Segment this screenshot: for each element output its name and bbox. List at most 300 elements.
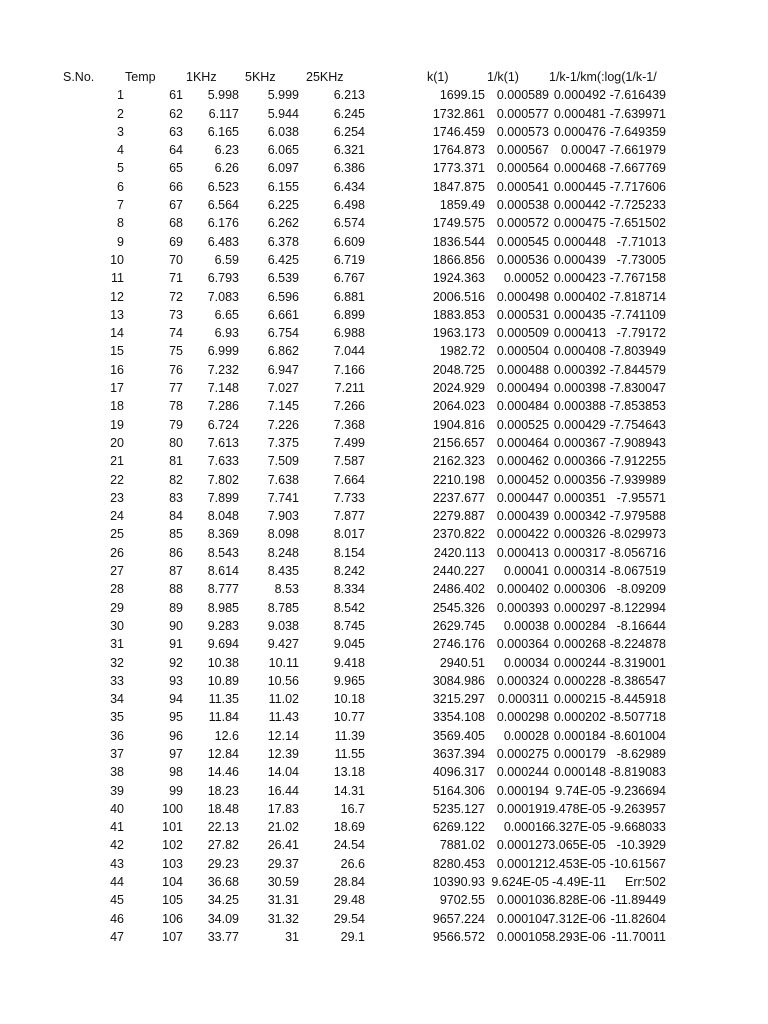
sno-cell[interactable]: 21 [110,454,124,469]
khz5-cell[interactable]: 9.427 [267,637,299,652]
temp-cell[interactable]: 66 [169,179,183,194]
sno-cell[interactable]: 37 [110,746,124,761]
khz1-cell[interactable]: 10.89 [207,673,239,688]
header-inverse-k[interactable]: 1/k(1) [487,70,519,84]
inverse-k-cell[interactable]: 0.000439 [496,509,549,524]
sno-cell[interactable]: 10 [110,252,124,267]
sno-cell[interactable]: 36 [110,728,124,743]
khz5-cell[interactable]: 6.596 [267,289,299,304]
khz25-cell[interactable]: 7.587 [333,454,365,469]
temp-cell[interactable]: 81 [169,454,183,469]
khz25-cell[interactable]: 6.574 [333,216,365,231]
khz25-cell[interactable]: 8.334 [333,582,365,597]
inverse-k-cell[interactable]: 0.000447 [496,490,549,505]
inverse-k-cell[interactable]: 0.000121 [496,856,549,871]
temp-cell[interactable]: 102 [162,838,183,853]
sno-cell[interactable]: 6 [117,179,124,194]
sno-cell[interactable]: 18 [110,399,124,414]
log-cell[interactable]: -9.263957 [609,801,666,816]
log-cell[interactable]: -7.649359 [609,124,666,139]
khz5-cell[interactable]: 8.785 [267,600,299,615]
temp-cell[interactable]: 69 [169,234,183,249]
khz1-cell[interactable]: 18.48 [207,801,239,816]
k-cell[interactable]: 2024.929 [432,381,485,396]
sno-cell[interactable]: 13 [110,307,124,322]
temp-cell[interactable]: 94 [169,692,183,707]
sno-cell[interactable]: 7 [117,198,124,213]
inverse-diff-cell[interactable]: 0.000306 [553,582,606,597]
inverse-k-cell[interactable]: 0.000484 [496,399,549,414]
log-cell[interactable]: -8.601004 [609,728,666,743]
khz25-cell[interactable]: 13.18 [333,765,365,780]
sno-cell[interactable]: 4 [117,143,124,158]
inverse-diff-cell[interactable]: 0.000388 [553,399,606,414]
k-cell[interactable]: 1883.853 [432,307,485,322]
k-cell[interactable]: 2156.657 [432,435,485,450]
khz25-cell[interactable]: 7.211 [334,381,365,396]
inverse-k-cell[interactable]: 0.000536 [496,252,549,267]
sno-cell[interactable]: 1 [117,88,124,103]
temp-cell[interactable]: 75 [169,344,183,359]
k-cell[interactable]: 3354.108 [432,710,485,725]
khz25-cell[interactable]: 6.254 [333,124,365,139]
log-cell[interactable]: -7.939989 [609,472,666,487]
k-cell[interactable]: 2746.176 [432,637,485,652]
inverse-diff-cell[interactable]: 2.453E-05 [548,856,606,871]
sno-cell[interactable]: 3 [117,124,124,139]
k-cell[interactable]: 2940.51 [439,655,485,670]
log-cell[interactable]: -8.386547 [609,673,666,688]
inverse-k-cell[interactable]: 0.000324 [496,673,549,688]
khz25-cell[interactable]: 11.39 [334,728,365,743]
khz5-cell[interactable]: 16.44 [267,783,299,798]
khz1-cell[interactable]: 6.26 [214,161,239,176]
log-cell[interactable]: -8.122994 [609,600,666,615]
khz5-cell[interactable]: 12.39 [267,746,299,761]
khz5-cell[interactable]: 8.098 [267,527,299,542]
khz25-cell[interactable]: 18.69 [333,820,365,835]
khz25-cell[interactable]: 7.733 [333,490,365,505]
khz5-cell[interactable]: 9.038 [267,618,299,633]
sno-cell[interactable]: 9 [117,234,124,249]
khz5-cell[interactable]: 8.53 [274,582,299,597]
khz1-cell[interactable]: 7.802 [207,472,239,487]
khz1-cell[interactable]: 9.283 [207,618,239,633]
khz1-cell[interactable]: 6.176 [207,216,239,231]
inverse-k-cell[interactable]: 0.000194 [496,783,549,798]
inverse-diff-cell[interactable]: 0.000314 [553,564,606,579]
inverse-k-cell[interactable]: 0.000531 [496,307,549,322]
inverse-k-cell[interactable]: 0.000103 [496,893,549,908]
log-cell[interactable]: -9.668033 [609,820,666,835]
log-cell[interactable]: -8.029973 [609,527,666,542]
k-cell[interactable]: 5164.306 [432,783,485,798]
sno-cell[interactable]: 26 [110,545,124,560]
khz25-cell[interactable]: 6.245 [333,106,365,121]
k-cell[interactable]: 1904.816 [432,417,485,432]
log-cell[interactable]: -7.803949 [609,344,666,359]
temp-cell[interactable]: 106 [162,911,183,926]
inverse-diff-cell[interactable]: 0.000492 [553,88,606,103]
inverse-diff-cell[interactable]: 0.000408 [553,344,606,359]
inverse-k-cell[interactable]: 0.00052 [503,271,549,286]
header-k1[interactable]: k(1) [427,70,449,84]
inverse-k-cell[interactable]: 0.00041 [503,564,549,579]
sno-cell[interactable]: 34 [110,692,124,707]
khz5-cell[interactable]: 8.248 [267,545,299,560]
k-cell[interactable]: 2162.323 [432,454,485,469]
khz1-cell[interactable]: 7.899 [207,490,239,505]
khz5-cell[interactable]: 10.56 [267,673,299,688]
temp-cell[interactable]: 96 [169,728,183,743]
khz5-cell[interactable]: 7.903 [267,509,299,524]
inverse-k-cell[interactable]: 0.000541 [496,179,549,194]
temp-cell[interactable]: 83 [169,490,183,505]
khz25-cell[interactable]: 16.7 [340,801,365,816]
k-cell[interactable]: 2545.326 [432,600,485,615]
khz25-cell[interactable]: 7.664 [333,472,365,487]
khz1-cell[interactable]: 5.998 [207,88,239,103]
khz25-cell[interactable]: 9.418 [333,655,365,670]
inverse-diff-cell[interactable]: 9.478E-05 [548,801,606,816]
sno-cell[interactable]: 41 [110,820,124,835]
k-cell[interactable]: 3084.986 [432,673,485,688]
khz25-cell[interactable]: 6.899 [333,307,365,322]
khz1-cell[interactable]: 22.13 [207,820,239,835]
inverse-k-cell[interactable]: 0.000525 [496,417,549,432]
temp-cell[interactable]: 100 [162,801,183,816]
khz25-cell[interactable]: 7.166 [333,362,365,377]
k-cell[interactable]: 9657.224 [432,911,485,926]
temp-cell[interactable]: 62 [169,106,183,121]
khz25-cell[interactable]: 6.434 [333,179,365,194]
temp-cell[interactable]: 70 [169,252,183,267]
temp-cell[interactable]: 78 [169,399,183,414]
sno-cell[interactable]: 31 [110,637,124,652]
inverse-k-cell[interactable]: 0.00028 [503,728,549,743]
khz25-cell[interactable]: 14.31 [333,783,365,798]
sno-cell[interactable]: 27 [110,564,124,579]
k-cell[interactable]: 1749.575 [432,216,485,231]
khz5-cell[interactable]: 17.83 [267,801,299,816]
inverse-k-cell[interactable]: 9.624E-05 [491,875,549,890]
khz5-cell[interactable]: 7.375 [267,435,299,450]
k-cell[interactable]: 2064.023 [432,399,485,414]
temp-cell[interactable]: 104 [162,875,183,890]
khz1-cell[interactable]: 7.613 [207,435,239,450]
khz25-cell[interactable]: 7.368 [333,417,365,432]
khz1-cell[interactable]: 18.23 [207,783,239,798]
khz1-cell[interactable]: 12.84 [207,746,239,761]
inverse-diff-cell[interactable]: 0.000184 [553,728,606,743]
k-cell[interactable]: 2210.198 [432,472,485,487]
sno-cell[interactable]: 39 [110,783,124,798]
sno-cell[interactable]: 43 [110,856,124,871]
inverse-k-cell[interactable]: 0.000573 [496,124,549,139]
inverse-k-cell[interactable]: 0.000422 [496,527,549,542]
inverse-diff-cell[interactable]: -4.49E-11 [552,875,606,890]
temp-cell[interactable]: 90 [169,618,183,633]
k-cell[interactable]: 3215.297 [432,692,485,707]
inverse-diff-cell[interactable]: 6.828E-06 [548,893,606,908]
temp-cell[interactable]: 76 [169,362,183,377]
log-cell[interactable]: -7.830047 [609,381,666,396]
inverse-diff-cell[interactable]: 0.000351 [553,490,606,505]
header-temp[interactable]: Temp [125,70,156,84]
khz1-cell[interactable]: 8.614 [207,564,239,579]
temp-cell[interactable]: 61 [169,88,183,103]
temp-cell[interactable]: 101 [162,820,183,835]
khz1-cell[interactable]: 7.148 [207,381,239,396]
log-cell[interactable]: -10.61567 [609,856,666,871]
temp-cell[interactable]: 97 [169,746,183,761]
inverse-diff-cell[interactable]: 7.312E-06 [548,911,606,926]
khz5-cell[interactable]: 5.999 [267,88,299,103]
khz25-cell[interactable]: 10.18 [333,692,365,707]
inverse-k-cell[interactable]: 0.000572 [496,216,549,231]
khz5-cell[interactable]: 6.862 [267,344,299,359]
log-cell[interactable]: -7.818714 [609,289,666,304]
khz25-cell[interactable]: 8.017 [333,527,365,542]
khz5-cell[interactable]: 6.155 [267,179,299,194]
khz1-cell[interactable]: 6.93 [214,326,239,341]
khz25-cell[interactable]: 7.044 [333,344,365,359]
log-cell[interactable]: -7.717606 [609,179,666,194]
log-cell[interactable]: -7.908943 [609,435,666,450]
k-cell[interactable]: 9566.572 [432,929,485,944]
khz25-cell[interactable]: 28.84 [333,875,365,890]
temp-cell[interactable]: 74 [169,326,183,341]
log-cell[interactable]: -7.667769 [609,161,666,176]
inverse-k-cell[interactable]: 0.00016 [503,820,549,835]
inverse-k-cell[interactable]: 0.000413 [496,545,549,560]
inverse-k-cell[interactable]: 0.000464 [496,435,549,450]
log-cell[interactable]: -8.056716 [609,545,666,560]
temp-cell[interactable]: 92 [169,655,183,670]
khz1-cell[interactable]: 6.793 [207,271,239,286]
inverse-k-cell[interactable]: 0.000545 [496,234,549,249]
temp-cell[interactable]: 95 [169,710,183,725]
khz5-cell[interactable]: 7.638 [267,472,299,487]
khz5-cell[interactable]: 11.02 [268,692,299,707]
khz25-cell[interactable]: 7.877 [333,509,365,524]
inverse-diff-cell[interactable]: 0.000468 [553,161,606,176]
sno-cell[interactable]: 20 [110,435,124,450]
inverse-k-cell[interactable]: 0.000105 [496,929,549,944]
khz5-cell[interactable]: 7.226 [267,417,299,432]
inverse-diff-cell[interactable]: 0.000367 [553,435,606,450]
khz5-cell[interactable]: 6.262 [267,216,299,231]
inverse-diff-cell[interactable]: 9.74E-05 [555,783,606,798]
k-cell[interactable]: 10390.93 [432,875,485,890]
temp-cell[interactable]: 73 [169,307,183,322]
temp-cell[interactable]: 65 [169,161,183,176]
khz1-cell[interactable]: 10.38 [207,655,239,670]
temp-cell[interactable]: 93 [169,673,183,688]
temp-cell[interactable]: 88 [169,582,183,597]
log-cell[interactable]: -7.754643 [609,417,666,432]
khz5-cell[interactable]: 8.435 [267,564,299,579]
khz5-cell[interactable]: 6.038 [267,124,299,139]
khz5-cell[interactable]: 7.741 [267,490,299,505]
inverse-diff-cell[interactable]: 0.000148 [553,765,606,780]
temp-cell[interactable]: 77 [169,381,183,396]
temp-cell[interactable]: 80 [169,435,183,450]
k-cell[interactable]: 2370.822 [432,527,485,542]
khz5-cell[interactable]: 6.754 [267,326,299,341]
log-cell[interactable]: -7.741109 [610,307,666,322]
inverse-k-cell[interactable]: 0.000311 [497,692,549,707]
sno-cell[interactable]: 32 [110,655,124,670]
k-cell[interactable]: 2048.725 [432,362,485,377]
log-cell[interactable]: -8.09209 [616,582,666,597]
inverse-diff-cell[interactable]: 0.000326 [553,527,606,542]
inverse-diff-cell[interactable]: 0.000317 [553,545,606,560]
khz25-cell[interactable]: 8.542 [333,600,365,615]
k-cell[interactable]: 2237.677 [432,490,485,505]
khz5-cell[interactable]: 6.425 [267,252,299,267]
log-cell[interactable]: -7.95571 [616,490,666,505]
temp-cell[interactable]: 99 [169,783,183,798]
khz1-cell[interactable]: 7.286 [207,399,239,414]
khz1-cell[interactable]: 8.985 [207,600,239,615]
inverse-k-cell[interactable]: 0.000393 [496,600,549,615]
log-cell[interactable]: -8.067519 [609,564,666,579]
temp-cell[interactable]: 107 [162,929,183,944]
k-cell[interactable]: 3569.405 [432,728,485,743]
k-cell[interactable]: 1773.371 [432,161,485,176]
khz25-cell[interactable]: 6.321 [333,143,365,158]
inverse-k-cell[interactable]: 0.000538 [496,198,549,213]
k-cell[interactable]: 2279.887 [432,509,485,524]
sno-cell[interactable]: 23 [110,490,124,505]
header-25khz[interactable]: 25KHz [306,70,344,84]
inverse-k-cell[interactable]: 0.000494 [496,381,549,396]
khz5-cell[interactable]: 14.04 [267,765,299,780]
khz25-cell[interactable]: 10.77 [333,710,365,725]
temp-cell[interactable]: 87 [169,564,183,579]
khz5-cell[interactable]: 31.32 [267,911,299,926]
k-cell[interactable]: 1982.72 [439,344,485,359]
khz5-cell[interactable]: 7.027 [267,381,299,396]
khz1-cell[interactable]: 11.35 [208,692,239,707]
inverse-k-cell[interactable]: 0.00038 [503,618,549,633]
inverse-diff-cell[interactable]: 0.000366 [553,454,606,469]
khz25-cell[interactable]: 7.499 [333,435,365,450]
temp-cell[interactable]: 67 [169,198,183,213]
inverse-diff-cell[interactable]: 0.000284 [553,618,606,633]
khz1-cell[interactable]: 6.65 [214,307,239,322]
khz1-cell[interactable]: 33.77 [207,929,239,944]
inverse-k-cell[interactable]: 0.000567 [496,143,549,158]
khz1-cell[interactable]: 6.59 [214,252,239,267]
temp-cell[interactable]: 72 [169,289,183,304]
khz1-cell[interactable]: 7.083 [207,289,239,304]
khz25-cell[interactable]: 26.6 [340,856,365,871]
khz5-cell[interactable]: 6.378 [267,234,299,249]
log-cell[interactable]: -9.236694 [609,783,666,798]
log-cell[interactable]: -7.79172 [616,326,666,341]
inverse-diff-cell[interactable]: 0.000423 [553,271,606,286]
inverse-k-cell[interactable]: 0.000275 [496,746,549,761]
inverse-diff-cell[interactable]: 0.000445 [553,179,606,194]
inverse-k-cell[interactable]: 0.000191 [496,801,549,816]
khz25-cell[interactable]: 6.719 [333,252,365,267]
inverse-diff-cell[interactable]: 0.000448 [553,234,606,249]
temp-cell[interactable]: 64 [169,143,183,158]
header-formula[interactable]: 1/k-1/km(:log(1/k-1/ [549,70,657,84]
header-5khz[interactable]: 5KHz [245,70,276,84]
khz5-cell[interactable]: 7.509 [267,454,299,469]
inverse-k-cell[interactable]: 0.000127 [496,838,549,853]
sno-cell[interactable]: 38 [110,765,124,780]
log-cell[interactable]: -8.819083 [609,765,666,780]
khz25-cell[interactable]: 6.881 [333,289,365,304]
khz25-cell[interactable]: 29.48 [333,893,365,908]
log-cell[interactable]: -11.70011 [611,929,666,944]
khz1-cell[interactable]: 6.165 [207,124,239,139]
k-cell[interactable]: 2486.402 [432,582,485,597]
inverse-diff-cell[interactable]: 0.000439 [553,252,606,267]
khz1-cell[interactable]: 34.09 [207,911,239,926]
khz1-cell[interactable]: 36.68 [207,875,239,890]
sno-cell[interactable]: 14 [110,326,124,341]
khz1-cell[interactable]: 6.724 [207,417,239,432]
sno-cell[interactable]: 33 [110,673,124,688]
inverse-diff-cell[interactable]: 0.000475 [553,216,606,231]
inverse-diff-cell[interactable]: 0.000342 [553,509,606,524]
log-cell[interactable]: -7.725233 [609,198,666,213]
temp-cell[interactable]: 86 [169,545,183,560]
inverse-diff-cell[interactable]: 0.000297 [553,600,606,615]
sno-cell[interactable]: 35 [110,710,124,725]
khz1-cell[interactable]: 8.048 [207,509,239,524]
sno-cell[interactable]: 30 [110,618,124,633]
log-cell[interactable]: -7.979588 [609,509,666,524]
inverse-k-cell[interactable]: 0.000498 [496,289,549,304]
khz1-cell[interactable]: 14.46 [207,765,239,780]
log-cell[interactable]: -8.319001 [609,655,666,670]
khz1-cell[interactable]: 34.25 [207,893,239,908]
inverse-k-cell[interactable]: 0.000509 [496,326,549,341]
inverse-diff-cell[interactable]: 0.00047 [560,143,606,158]
sno-cell[interactable]: 15 [110,344,124,359]
khz25-cell[interactable]: 6.213 [333,88,365,103]
sno-cell[interactable]: 28 [110,582,124,597]
log-cell[interactable]: -11.82604 [610,911,666,926]
inverse-diff-cell[interactable]: 0.000356 [553,472,606,487]
khz25-cell[interactable]: 8.154 [333,545,365,560]
sno-cell[interactable]: 46 [110,911,124,926]
inverse-diff-cell[interactable]: 0.000429 [553,417,606,432]
sno-cell[interactable]: 42 [110,838,124,853]
inverse-k-cell[interactable]: 0.000364 [496,637,549,652]
k-cell[interactable]: 1924.363 [432,271,485,286]
khz1-cell[interactable]: 6.117 [208,106,239,121]
k-cell[interactable]: 1836.544 [432,234,485,249]
khz5-cell[interactable]: 26.41 [267,838,299,853]
temp-cell[interactable]: 98 [169,765,183,780]
temp-cell[interactable]: 91 [169,637,183,652]
inverse-k-cell[interactable]: 0.000504 [496,344,549,359]
log-cell[interactable]: -8.16644 [616,618,666,633]
inverse-diff-cell[interactable]: 0.000215 [553,692,606,707]
log-cell[interactable]: -8.224878 [609,637,666,652]
inverse-k-cell[interactable]: 0.00034 [503,655,549,670]
log-cell[interactable]: -7.73005 [616,252,666,267]
khz25-cell[interactable]: 24.54 [333,838,365,853]
k-cell[interactable]: 1847.875 [432,179,485,194]
